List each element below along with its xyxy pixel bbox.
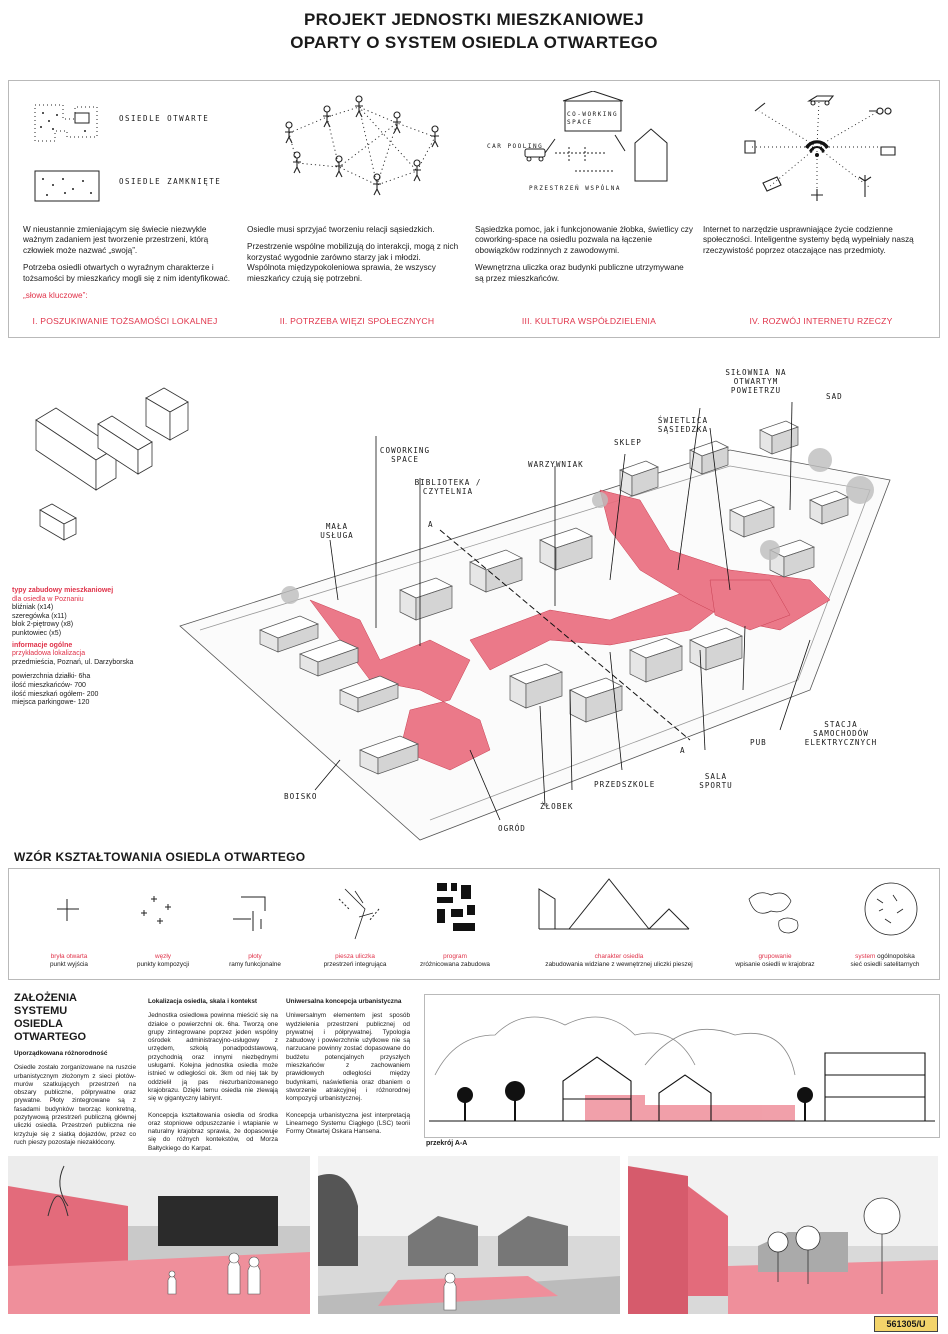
site-axonometric	[170, 390, 900, 850]
render-2	[318, 1156, 620, 1314]
callout-library: BIBLIOTEKA / CZYTELNIA	[414, 478, 482, 496]
pattern-item-5-sub: zróżnicowana zabudowa	[420, 961, 490, 968]
intro-col-1-p2: Potrzeba osiedli otwartych o wyraźnym charakterze i tożsamości by mieszkańcy mogli się z nim identyfikować.	[23, 263, 231, 283]
pattern-heading: WZÓR KSZTAŁTOWANIA OSIEDLA OTWARTEGO	[14, 850, 306, 864]
section-street	[645, 1105, 795, 1121]
pattern-item-6-title: charakter osiedla	[594, 953, 644, 960]
assumptions-col-3	[286, 998, 410, 1136]
shared-space-label: PRZESTRZEŃ WSPÓLNA	[529, 185, 622, 192]
iot-sketch	[729, 91, 909, 201]
assumptions-p3b: Koncepcja urbanistyczna jest interpretacją Linearnego Systemu Ciągłego (LSC) teorii Formy Otwartej Oskara Hansena.	[286, 1111, 410, 1136]
callout-sports-hall: SALA SPORTU	[699, 772, 733, 790]
people-network-sketch	[267, 93, 457, 203]
intro-col-4	[703, 225, 923, 263]
section-drawing	[425, 995, 939, 1137]
render-1-image	[8, 1156, 310, 1314]
assumptions-h1: Uporządkowana różnorodność	[14, 1050, 108, 1057]
pattern-item-7-title: grupowanie	[758, 953, 792, 960]
pattern-item-2-sub: punkty kompozycji	[136, 961, 190, 968]
legend-types-title: typy zabudowy mieszkaniowej	[12, 587, 114, 594]
grouping-icon	[749, 893, 798, 933]
pattern-icons	[9, 869, 939, 949]
legend-type-1: bliźniak (x14)	[12, 604, 54, 612]
intro-col-2	[247, 225, 461, 291]
pattern-item-7-sub: wpisanie osiedli w krajobraz	[735, 961, 815, 968]
title-line-2: OPARTY O SYSTEM OSIEDLA OTWARTEGO	[290, 33, 658, 52]
legend-type-2: szeregówka (x11)	[12, 612, 67, 620]
intro-col-2-p2: Przestrzenie wspólne mobilizują do interakcji, mogą z nich korzystać wygodnie zarówno starzy jak i młodzi. Wspólnota międzypokoleniowa sprawia, że wszyscy mieszkańcy czują się potrzebni.	[247, 242, 459, 283]
open-closed-sketch	[27, 95, 247, 205]
assumptions-p1: Osiedle zostało zorganizowane na ruszcie urbanistycznym złożonym z sieci płotów-murów szatkujących przestrzeń na obszary publiczne, półprywatne oraz prywatne. Płoty zintegrowane są z fasadami budynków tworząc konkretną, pozytywową przestrzeń publiczną głównej uliczki osiedla. Przestrzeń publiczna nie krzyżuje się z siatką dojazdów, przez co ruch pieszy pozostaje niezakłócony.	[14, 1064, 136, 1146]
open-mass-icon	[57, 899, 79, 921]
legend-info-sub: przykładowa lokalizacja	[12, 650, 86, 658]
section-marker-bottom: A	[680, 746, 686, 755]
assumptions-h3: Uniwersalna koncepcja urbanistyczna	[286, 998, 402, 1005]
callout-garden: OGRÓD	[498, 824, 526, 833]
callout-ev-station: STACJA SAMOCHODÓW ELEKTRYCZNYCH	[804, 720, 878, 747]
callout-gym: SIŁOWNIA NA OTWARTYM POWIETRZU	[725, 368, 787, 395]
pattern-item-8-sub: sieć osiedli satelitarnych	[850, 961, 920, 968]
heading-social: II. POTRZEBA WIĘZI SPOŁECZNYCH	[279, 316, 435, 326]
submission-code: 561305/U	[874, 1316, 938, 1332]
pattern-item-3	[205, 953, 305, 969]
title-line-1: PROJEKT JEDNOSTKI MIESZKANIOWEJ	[304, 10, 644, 29]
pattern-item-5-title: program	[443, 953, 467, 960]
intro-col-1	[23, 225, 233, 308]
assumptions-p2b: Koncepcja kształtowania osiedla od środka oraz stopniowe odpuszczanie i wtapianie w naturalny krajobraz sprawia, że dopasowuje się do różnych kontekstów, od Morza Bałtyckiego do Karpat.	[148, 1111, 278, 1152]
legend-stat-1: powierzchnia działki- 6ha	[12, 673, 91, 681]
callout-orchard: SAD	[826, 392, 843, 401]
pattern-item-4-sub: przestrzeń integrująca	[323, 961, 387, 968]
pattern-item-6-sub: zabudowania widziane z wewnętrznej uliczki pieszej	[545, 961, 693, 968]
pattern-item-2	[113, 953, 213, 969]
pattern-item-2-title: węzły	[155, 953, 171, 960]
assumptions-col-1	[14, 1050, 136, 1147]
coworking-label: CO-WORKING SPACE	[567, 111, 619, 126]
system-icon	[865, 883, 917, 935]
legend-types-sub: dla osiedla w Poznaniu	[12, 595, 84, 603]
render-3	[628, 1156, 938, 1314]
heading-sharing: III. KULTURA WSPÓŁDZIELENIA	[521, 316, 657, 326]
legend-type-3: blok 2-piętrowy (x8)	[12, 621, 74, 629]
callout-pitch: BOISKO	[284, 792, 318, 801]
section-block	[825, 1053, 925, 1121]
nodes-icon	[141, 896, 171, 924]
twin-house	[40, 504, 76, 540]
legend	[12, 587, 152, 708]
legend-stat-3: ilość mieszkań ogółem- 200	[12, 690, 99, 698]
pattern-item-3-sub: ramy funkcjonalne	[229, 961, 281, 968]
closed-label: OSIEDLE ZAMKNIĘTE	[119, 177, 222, 186]
assumptions-p3a: Uniwersalnym elementem jest sposób wydzielenia przestrzeni publicznej od prywatnej i półprywatnej. Typologia zabudowy i powierzchnie użytkowe nie są narzucane powinny zostać dopasowane do budżetu potencjalnych przyszłych mieszkańców z zachowaniem prawidłowych odległości między budynkami, naświetlenia oraz dbaniem o stworzenie atrakcyjnej i różnorodnej kompozycji urbanistycznej.	[286, 1012, 410, 1103]
section-marker-top: A	[428, 520, 434, 529]
pattern-item-1	[19, 953, 119, 969]
pattern-item-4	[305, 953, 405, 969]
legend-stat-2: ilość mieszkańców- 700	[12, 681, 86, 689]
heading-iot: IV. ROZWÓJ INTERNETU RZECZY	[749, 316, 893, 326]
assumptions-p2a: Jednostka osiedlowa powinna mieścić się na działce o powierzchni ok. 6ha. Tworzą one grupy zintegrowane poprzez jeden wspólny ośrodek administracyjno-usługowy z urzędem, szkołą ponadpodstawową, przychodnią oraz innymi niezbędnymi usługami. Kolejna jednostka osiedla może istnieć w odległości ok. 3km od niej tak by oddzielił ją pas niezurbanizowanego krajobrazu. Dzięki temu osiedla nie zlewają się w gigantyczny labirynt.	[148, 1012, 278, 1103]
heading-identity: I. POSZUKIWANIE TOŻSAMOŚCI LOKALNEJ	[32, 316, 218, 326]
callout-community-hall: ŚWIETLICA SĄSIEDZKA	[657, 416, 709, 434]
intro-col-3-p1: Sąsiedzka pomoc, jak i funkcjonowanie żłobka, świetlicy czy coworking-space na osiedlu pozwala na łączenie obowiązków rodzinnych z zawodowymi.	[475, 225, 693, 255]
pattern-item-8	[835, 953, 935, 969]
legend-location: przedmieścia, Poznań, ul. Darzyborska	[12, 658, 134, 666]
pattern-item-7	[725, 953, 825, 969]
pattern-item-8-title-rest: ogólnopolska	[877, 953, 915, 960]
keywords-label: „słowa kluczowe”:	[23, 291, 88, 301]
intro-col-3	[475, 225, 693, 291]
intro-col-1-p1: W nieustannie zmieniającym się świecie niezwykle ważnym zadaniem jest tworzenie przestrzeni, którą człowiek może nazwać „swoją”.	[23, 225, 209, 255]
section-caption: przekrój A-A	[426, 1140, 468, 1147]
pattern-item-1-sub: punkt wyjścia	[49, 961, 88, 968]
section-panel	[424, 994, 940, 1138]
pattern-item-1-title: bryła otwarta	[50, 953, 88, 960]
render-3-image	[628, 1156, 938, 1314]
building	[760, 421, 798, 454]
pattern-item-3-title: płoty	[248, 953, 262, 960]
callout-small-service: MAŁA USŁUGA	[320, 522, 354, 540]
callout-kindergarten: PRZEDSZKOLE	[594, 780, 656, 789]
callout-greengrocer: WARZYWNIAK	[528, 460, 584, 469]
assumptions-heading: ZAŁOŻENIA SYSTEMU OSIEDLA OTWARTEGO	[14, 992, 87, 1043]
pattern-item-5	[405, 953, 505, 969]
render-1	[8, 1156, 310, 1314]
callout-shop: SKLEP	[614, 438, 642, 447]
program-icon	[437, 883, 475, 931]
legend-info-title: informacje ogólne	[12, 641, 73, 649]
intro-col-4-p1: Internet to narzędzie usprawniające życie codzienne społeczności. Inteligentne systemy będą wypełniały naszą rzeczywistość poprzez otaczające nas przedmioty.	[703, 225, 914, 255]
pattern-item-6	[539, 953, 699, 969]
callout-coworking: COWORKING SPACE	[379, 446, 431, 464]
carpooling-label: CAR POOLING	[487, 143, 544, 150]
legend-stat-4: miejsca parkingowe- 120	[12, 699, 90, 707]
fences-icon	[233, 897, 265, 931]
pattern-item-8-title: system	[855, 953, 876, 960]
pattern-panel	[8, 868, 940, 980]
intro-col-2-p1: Osiedle musi sprzyjać tworzeniu relacji sąsiedzkich.	[247, 225, 435, 234]
intro-col-3-p2: Wewnętrzna uliczka oraz budynki publiczne utrzymywane są przez mieszkańców.	[475, 263, 684, 283]
open-label: OSIEDLE OTWARTE	[119, 114, 210, 123]
street-icon	[339, 889, 379, 939]
assumptions-col-2	[148, 998, 278, 1153]
page-title	[0, 8, 948, 54]
callout-nursery: ŻŁOBEK	[540, 802, 574, 811]
assumptions-h2: Lokalizacja osiedla, skala i kontekst	[148, 998, 258, 1005]
render-2-image	[318, 1156, 620, 1314]
pattern-item-4-title: piesza uliczka	[335, 953, 375, 960]
legend-type-4: punktowiec (x5)	[12, 629, 62, 637]
intro-panel	[8, 80, 940, 338]
callout-pub: PUB	[750, 738, 767, 747]
character-icon	[539, 879, 689, 929]
